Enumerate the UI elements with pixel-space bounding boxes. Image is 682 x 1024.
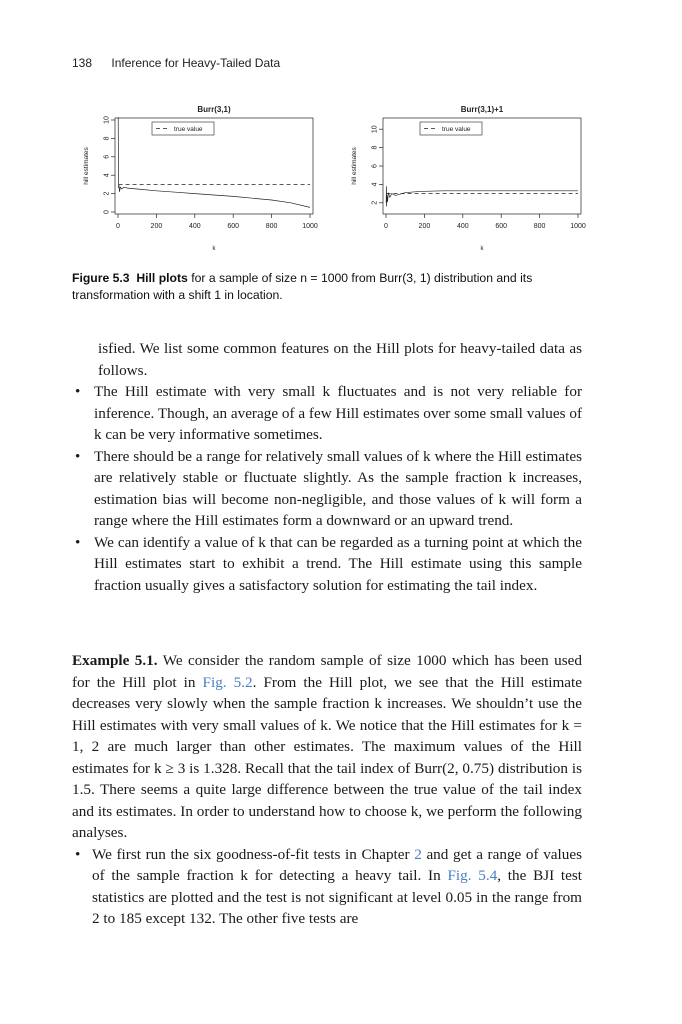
x-tick-label: 200: [418, 223, 431, 230]
y-tick-label: 10: [103, 116, 111, 124]
caption-bold: Hill plots: [136, 271, 188, 285]
running-title: Inference for Heavy-Tailed Data: [111, 56, 281, 70]
x-tick-label: 1000: [302, 223, 318, 230]
legend-label: true value: [442, 126, 471, 133]
list-item: • The Hill estimate with very small k fluctuates and is not very reliable for inference. Though, an average of a few Hill estimates over some small values of k can be very informative sometimes.: [72, 381, 582, 446]
y-tick-label: 6: [103, 154, 111, 159]
example-text-2: . From the Hill plot, we see that the Hill estimate decreases very slowly when the sample fraction k increases. We shouldn’t use the Hill estimates with very small values of k. We notice that the Hill estimates for k = 1, 2 are much larger than other estimates. The maximum values of the Hill estimates for k ≥ 3 is 1.328. Recall that the tail index of Burr(2, 0.75) distribution is 1.5. There seems a quite large difference between the true value of the tail index and its estimates. In order to understand how to choose k, we perform the following analyses.: [72, 673, 582, 841]
running-header: [72, 56, 280, 70]
example-section: [72, 650, 582, 930]
y-tick-label: 0: [103, 210, 111, 214]
y-tick-label: 10: [371, 125, 379, 134]
x-axis-label: k: [212, 246, 216, 252]
x-tick-label: 400: [456, 223, 469, 230]
x-tick-label: 0: [384, 223, 388, 230]
example-label: Example 5.1.: [72, 652, 158, 669]
y-tick-label: 4: [103, 173, 111, 178]
fig-5-4-link[interactable]: Fig. 5.4: [447, 867, 498, 884]
y-tick-label: 4: [371, 182, 379, 187]
list-item: • We can identify a value of k that can be regarded as a turning point at which the Hill estimates start to exhibit a trend. The Hill estimate using this sample fraction usually gives a satisfactory solution for estimating the tail index.: [72, 532, 582, 597]
x-tick-label: 1000: [570, 223, 586, 230]
caption-text: for a sample of size n = 1000 from Burr(3, 1) distribution and its transformation with a shift 1 in location.: [72, 271, 533, 302]
y-tick-label: 8: [371, 145, 379, 150]
fig-5-2-link[interactable]: Fig. 5.2: [202, 673, 253, 691]
legend-label: true value: [174, 126, 203, 133]
hill-plot-left-svg: [60, 100, 330, 260]
x-tick-label: 800: [265, 223, 278, 230]
x-axis-label: k: [480, 246, 484, 252]
x-tick-label: 800: [533, 223, 546, 230]
features-list: [72, 381, 582, 596]
y-tick-label: 8: [103, 136, 111, 141]
example-paragraph: [72, 650, 582, 844]
x-tick-label: 200: [150, 223, 163, 230]
bullet-text-3: , the BJI test statistics are plotted and the test is not significant at level 0.05 in the range from 2 to 185 except 132. The other five tests are: [92, 867, 583, 927]
x-tick-label: 600: [227, 223, 240, 230]
intro-paragraph: isfied. We list some common features on the Hill plots for heavy-tailed data as follows.: [98, 340, 582, 379]
caption-label: Figure 5.3: [72, 271, 130, 285]
plot-title: Burr(3,1): [197, 105, 231, 114]
y-axis-label: hill estimates: [83, 147, 90, 185]
hill-plot-right-svg: [328, 100, 598, 260]
analysis-list: [72, 844, 582, 930]
y-tick-label: 6: [371, 164, 379, 168]
hill-plot-right: [328, 100, 598, 265]
figure-caption: [72, 270, 612, 304]
page-number: 138: [72, 56, 93, 70]
x-tick-label: 0: [116, 223, 120, 230]
bullet-text-1: We first run the six goodness-of-fit tests in Chapter: [92, 845, 415, 863]
x-tick-label: 600: [495, 223, 508, 230]
hill-estimate-series: [386, 186, 578, 206]
hill-plot-left: [60, 100, 330, 265]
list-item: [72, 844, 582, 930]
y-tick-label: 2: [103, 191, 111, 196]
chapter-2-link[interactable]: 2: [414, 845, 422, 863]
list-item: • There should be a range for relatively small values of k where the Hill estimates are relatively stable or fluctuate slightly. As the sample fraction k increases, estimation bias will become non-negligible, and those values of k will form a range where the Hill estimates form a downward or an upward trend.: [72, 446, 582, 532]
plot-title: Burr(3,1)+1: [460, 105, 504, 114]
x-tick-label: 400: [188, 223, 201, 230]
example-text-1: We consider the random sample of size 1000 which has been used for the Hill plot in: [72, 652, 582, 691]
y-tick-label: 2: [371, 200, 379, 205]
y-axis-label: hill estimates: [351, 147, 358, 185]
bullet-text-2: and get a range of values of the sample fraction k for detecting a heavy tail. In: [92, 845, 583, 884]
features-section: [94, 338, 582, 596]
